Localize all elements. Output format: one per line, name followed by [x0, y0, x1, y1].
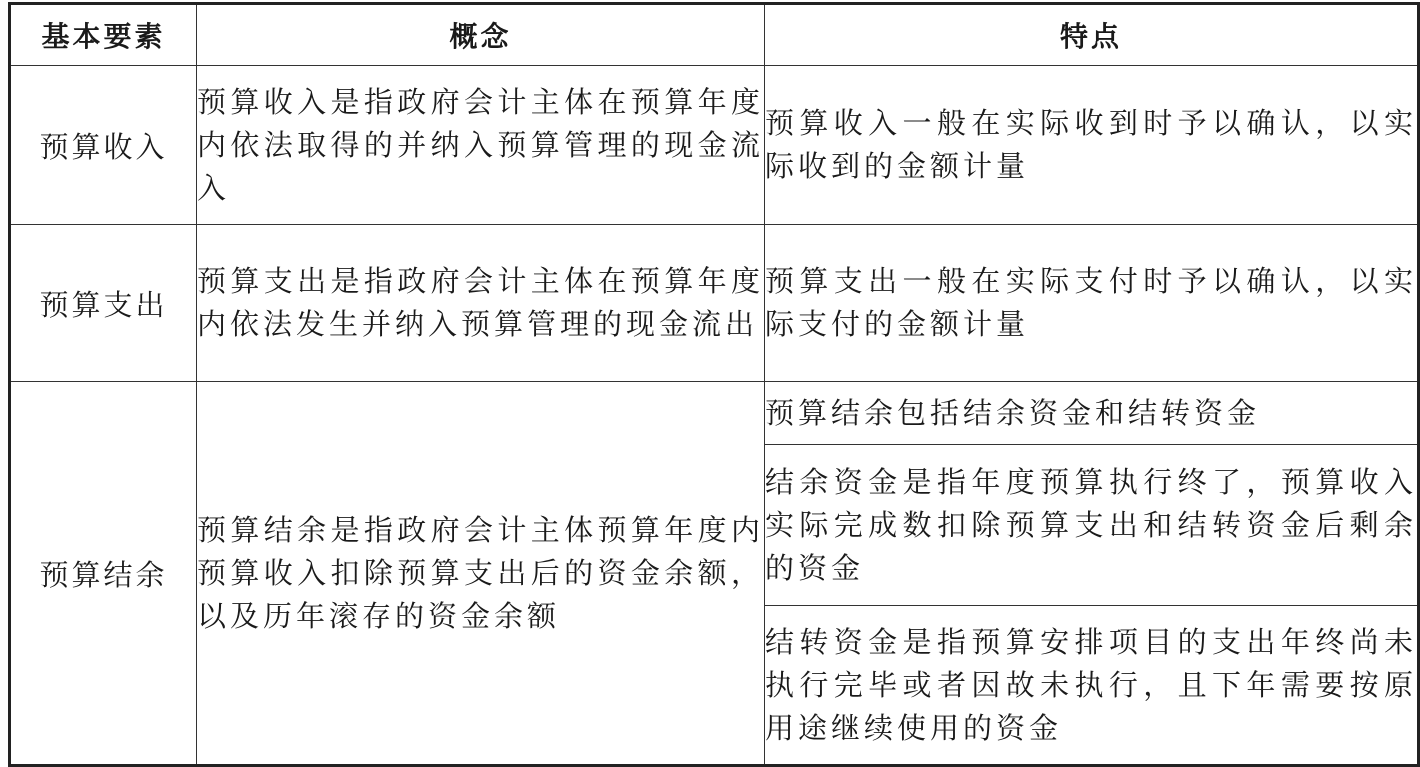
feature-cell: 预算支出一般在实际支付时予以确认，以实际支付的金额计量: [765, 225, 1419, 382]
element-cell: 预算结余: [10, 382, 197, 766]
table-row: [10, 66, 1419, 225]
element-cell: 预算收入: [10, 66, 197, 225]
table-row: [10, 225, 1419, 382]
table-row: [10, 382, 1419, 445]
feature-cell: 预算收入一般在实际收到时予以确认，以实际收到的金额计量: [765, 66, 1419, 225]
header-concept: 概念: [197, 4, 765, 66]
concept-cell: 预算支出是指政府会计主体在预算年度内依法发生并纳入预算管理的现金流出: [197, 225, 765, 382]
feature-cell: 结余资金是指年度预算执行终了，预算收入实际完成数扣除预算支出和结转资金后剩余的资金: [765, 445, 1419, 606]
header-element: 基本要素: [10, 4, 197, 66]
feature-cell: 结转资金是指预算安排项目的支出年终尚未执行完毕或者因故未执行，且下年需要按原用途继续使用的资金: [765, 606, 1419, 766]
budget-elements-table: [8, 2, 1420, 767]
element-cell: 预算支出: [10, 225, 197, 382]
feature-cell: 预算结余包括结余资金和结转资金: [765, 382, 1419, 445]
header-feature: 特点: [765, 4, 1419, 66]
concept-cell: 预算收入是指政府会计主体在预算年度内依法取得的并纳入预算管理的现金流入: [197, 66, 765, 225]
table-header-row: [10, 4, 1419, 66]
concept-cell: 预算结余是指政府会计主体预算年度内预算收入扣除预算支出后的资金余额，以及历年滚存的资金余额: [197, 382, 765, 766]
